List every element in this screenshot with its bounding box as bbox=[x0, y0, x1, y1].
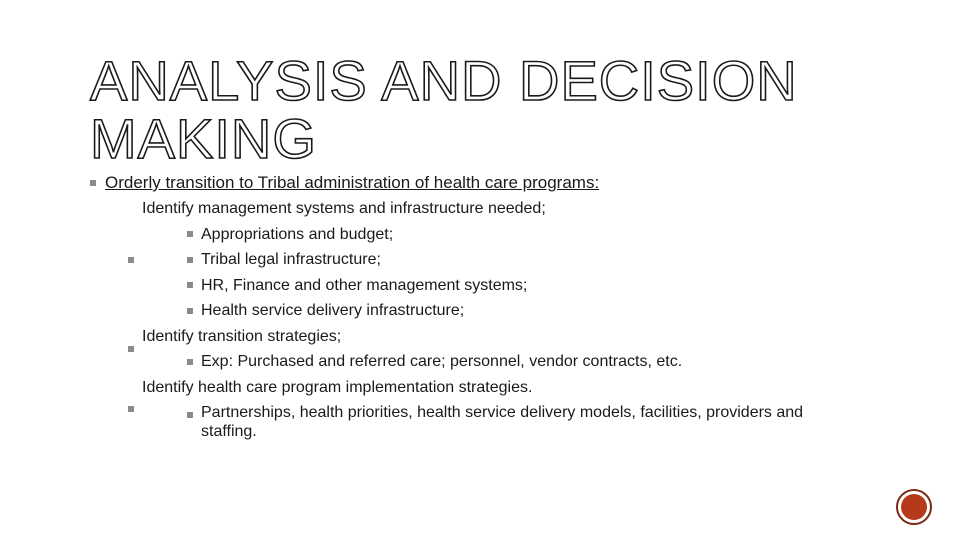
sub-sub-bullet-list bbox=[142, 400, 850, 444]
list-item bbox=[142, 273, 850, 299]
square-bullet-icon bbox=[187, 412, 193, 418]
bullet-text: Exp: Purchased and referred care; personnel, vendor contracts, etc. bbox=[201, 353, 683, 370]
square-bullet-icon bbox=[128, 346, 134, 352]
list-item bbox=[142, 247, 850, 273]
square-bullet-icon bbox=[187, 282, 193, 288]
sub-sub-bullet-list bbox=[142, 349, 850, 375]
sub-sub-bullet-list bbox=[142, 222, 850, 324]
sub-bullet-list bbox=[105, 196, 850, 444]
square-bullet-icon bbox=[187, 257, 193, 263]
bullet-text: Tribal legal infrastructure; bbox=[201, 251, 381, 268]
main-bullet-text: Orderly transition to Tribal administration of health care programs: bbox=[105, 173, 600, 192]
bullet-text: Appropriations and budget; bbox=[201, 225, 394, 243]
square-bullet-icon bbox=[128, 257, 134, 263]
bullet-text: Identify management systems and infrastructure needed; bbox=[142, 200, 546, 217]
square-bullet-icon bbox=[187, 308, 193, 314]
bullet-text: Identify health care program implementation strategies. bbox=[142, 378, 533, 396]
bullet-text: Identify transition strategies; bbox=[142, 327, 342, 345]
list-item bbox=[105, 196, 850, 324]
bullet-text: HR, Finance and other management systems; bbox=[201, 276, 528, 294]
square-bullet-icon bbox=[187, 231, 193, 237]
square-bullet-icon bbox=[128, 406, 134, 412]
square-bullet-icon bbox=[90, 180, 96, 186]
slide-logo-icon bbox=[896, 489, 932, 525]
list-item bbox=[105, 324, 850, 375]
list-item bbox=[105, 375, 850, 445]
bullet-text: Health service delivery infrastructure; bbox=[201, 302, 465, 319]
bullet-list bbox=[90, 171, 850, 444]
list-item bbox=[142, 400, 850, 444]
slide-body bbox=[90, 171, 850, 444]
square-bullet-icon bbox=[187, 359, 193, 365]
list-item bbox=[90, 171, 850, 444]
logo-inner-circle bbox=[901, 494, 927, 520]
list-item bbox=[142, 298, 850, 324]
list-item bbox=[142, 349, 850, 375]
bullet-text: Partnerships, health priorities, health service delivery models, facilities, providers and staffing. bbox=[201, 404, 804, 440]
slide-title: ANALYSIS AND DECISION MAKING bbox=[90, 49, 798, 170]
list-item bbox=[142, 222, 850, 248]
